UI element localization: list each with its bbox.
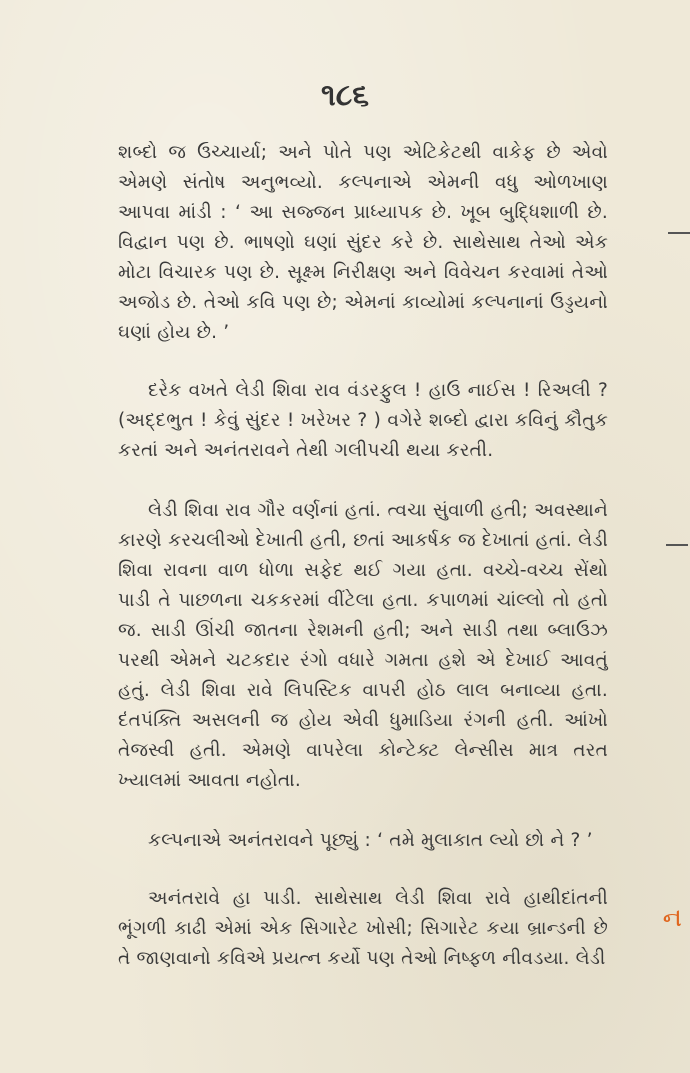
paragraph-3: લેડી શિવા રાવ ગૌર વર્ણનાં હતાં. ત્વચા સુંવાળી હતી; અવસ્થાને કારણે કરચલીઓ દેખાતી હતી, છતાં આકર્ષક જ દેખાતાં હતાં. લેડી શિવા રાવના વાળ ધોળા સફેદ થઈ ગયા હતા. વચ્ચે-વચ્ચ સેંથો પાડી તે પાછળના ચકકરમાં વીંટેલા હતા. કપાળમાં ચાંલ્લો તો હતો જ. સાડી ઊંચી જાતના રેશમની હતી; અને સાડી તથા બ્લાઉઝ પરથી એમને ચટકદાર રંગો વધારે ગમતા હશે એ દેખાઈ આવતું હતું. લેડી શિવા રાવે લિપસ્ટિક વાપરી હોઠ લાલ બનાવ્યા હતા. દંતપંક્તિ અસલની જ હોય એવી ધુમાડિયા રંગની હતી. આંખો તેજસ્વી હતી. એમણે વાપરેલા કોન્ટેક્ટ લેન્સીસ માત્ર તરત ખ્યાલમાં આવતા નહોતા. bbox=[118, 500, 608, 791]
paragraph-4: કલ્પનાએ અનંતરાવને પૂછ્યું : ‘ તમે મુલાકાત લ્યો છો ને ? ’ bbox=[148, 830, 593, 851]
paragraph-5: અનંતરાવે હા પાડી. સાથેસાથ લેડી શિવા રાવે હાથીદાંતની ભૂંગળી કાઢી એમાં એક સિગારેટ ખોસી; સિગારેટ કયા બ્રાન્ડની છે તે જાણવાનો કવિએ પ્રયત્ન કર્યો પણ તેઓ નિષ્ફળ નીવડયા. લેડી bbox=[118, 888, 608, 969]
page-number: ૧૮૬ bbox=[321, 78, 369, 113]
margin-annotation: ન bbox=[662, 903, 682, 933]
edge-mark bbox=[668, 232, 690, 234]
edge-mark bbox=[666, 544, 688, 546]
paragraph-1: શબ્દો જ ઉચ્ચાર્યા; અને પોતે પણ એટિકેટથી વાકેફ છે એવો એમણે સંતોષ અનુભવ્યો. કલ્પનાએ એમની વધુ ઓળખાણ આપવા માંડી : ‘ આ સજ્જન પ્રાધ્યાપક છે. ખૂબ બુદ્ધિશાળી છે. વિદ્વાન પણ છે. ભાષણો ઘણાં સુંદર કરે છે. સાથેસાથ તેઓ એક મોટા વિચારક પણ છે. સૂક્ષ્મ નિરીક્ષણ અને વિવેચન કરવામાં તેઓ અજોડ છે. તેઓ કવિ પણ છે; એમનાં કાવ્યોમાં કલ્પનાનાં ઉડ્ડયનો ઘણાં હોય છે. ’ bbox=[118, 142, 608, 343]
paragraph-2: દરેક વખતે લેડી શિવા રાવ વંડરફુલ ! હાઉ નાઈસ ! રિઅલી ? (અદ્દભુત ! કેવું સુંદર ! ખરેખર ? ) વગેરે શબ્દો દ્વારા કવિનું કૌતુક કરતાં અને અનંતરાવને તેથી ગલીપચી થયા કરતી. bbox=[118, 380, 608, 461]
body-text bbox=[118, 138, 608, 974]
